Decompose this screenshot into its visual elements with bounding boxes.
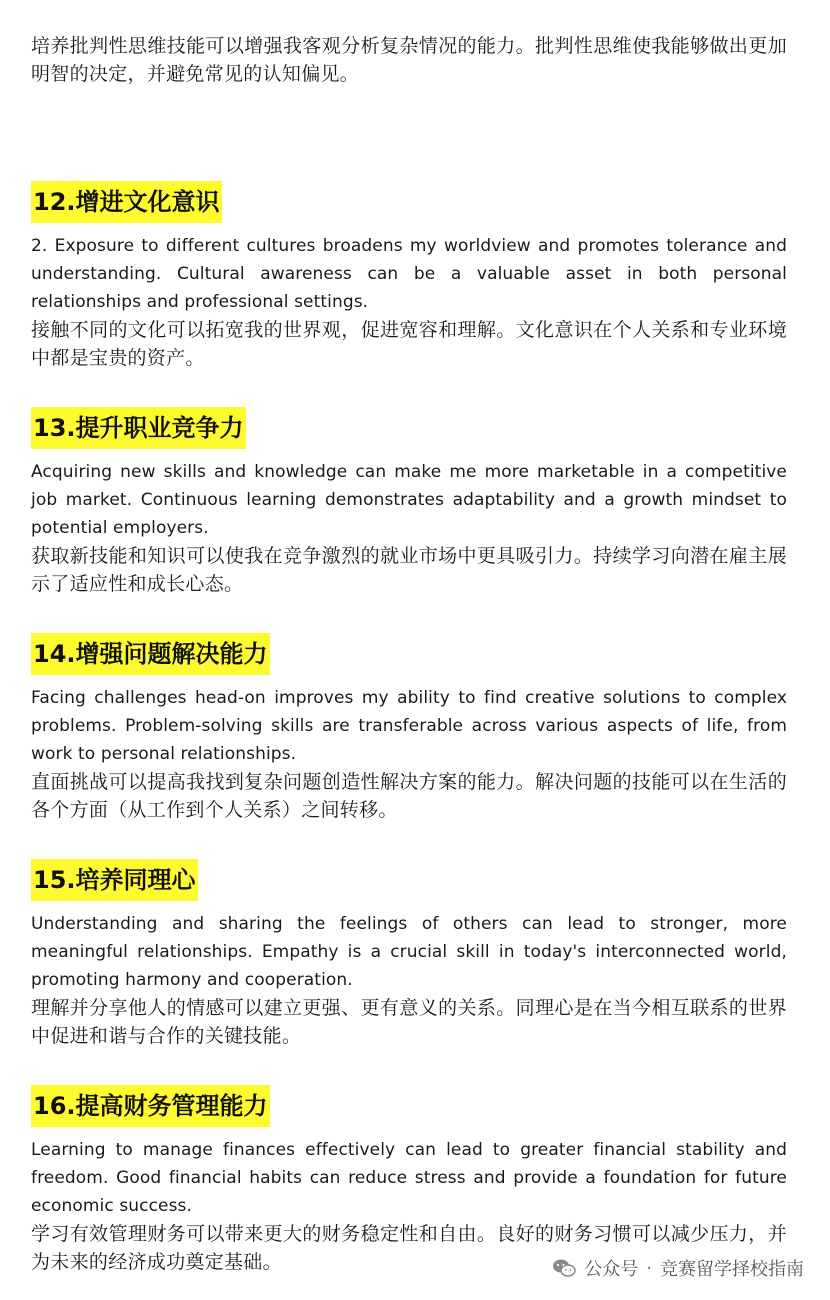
section-12-body	[31, 232, 787, 372]
section-15-english-text: Understanding and sharing the feelings of others can lead to stronger, more meaningful relationships. Empathy is a crucial skill in today's interconnected world, promoting harmony and cooperation.	[31, 914, 787, 990]
section-15-heading: 15.培养同理心	[31, 859, 198, 901]
wechat-icon	[552, 1258, 576, 1278]
section-16-english-text: Learning to manage finances effectively can lead to greater financial stability and freedom. Good financial habits can reduce stress and provide a foundation for future economic success.	[31, 1140, 787, 1216]
section-12-chinese-text: 接触不同的文化可以拓宽我的世界观，促进宽容和理解。文化意识在个人关系和专业环境中都是宝贵的资产。	[31, 319, 787, 369]
section-13-body	[31, 458, 787, 598]
section-13-heading: 13.提升职业竞争力	[31, 407, 246, 449]
intro-block	[31, 32, 787, 88]
section-15-body	[31, 910, 787, 1050]
section-16-chinese-text: 学习有效管理财务可以带来更大的财务稳定性和自由。良好的财务习惯可以减少压力，并为未来的经济成功奠定基础。	[31, 1223, 787, 1273]
watermark-separator: ·	[646, 1257, 652, 1279]
section-13-chinese-text: 获取新技能和知识可以使我在竞争激烈的就业市场中更具吸引力。持续学习向潜在雇主展示了适应性和成长心态。	[31, 545, 787, 595]
intro-chinese-text: 培养批判性思维技能可以增强我客观分析复杂情况的能力。批判性思维使我能够做出更加明智的决定，并避免常见的认知偏见。	[31, 35, 787, 85]
section-14-english-text: Facing challenges head-on improves my ability to find creative solutions to complex problems. Problem-solving skills are transferable across various aspects of life, from work to personal relationships.	[31, 688, 787, 764]
section-16-heading: 16.提高财务管理能力	[31, 1085, 270, 1127]
section-12-english-text: 2. Exposure to different cultures broadens my worldview and promotes tolerance and understanding. Cultural awareness can be a valuable asset in both personal relationships and professional settings.	[31, 236, 787, 312]
section-14-heading: 14.增强问题解决能力	[31, 633, 270, 675]
watermark-prefix: 公众号	[584, 1259, 639, 1280]
section-14-body	[31, 684, 787, 824]
section-14-chinese-text: 直面挑战可以提高我找到复杂问题创造性解决方案的能力。解决问题的技能可以在生活的各个方面（从工作到个人关系）之间转移。	[31, 771, 787, 821]
section-12-heading: 12.增进文化意识	[31, 181, 222, 223]
watermark-account-name: 竞赛留学择校指南	[660, 1259, 804, 1280]
section-13-english-text: Acquiring new skills and knowledge can make me more marketable in a competitive job market. Continuous learning demonstrates adaptability and a growth mindset to potential employers.	[31, 462, 787, 538]
section-15-chinese-text: 理解并分享他人的情感可以建立更强、更有意义的关系。同理心是在当今相互联系的世界中促进和谐与合作的关键技能。	[31, 997, 787, 1047]
wechat-watermark	[552, 1253, 804, 1283]
